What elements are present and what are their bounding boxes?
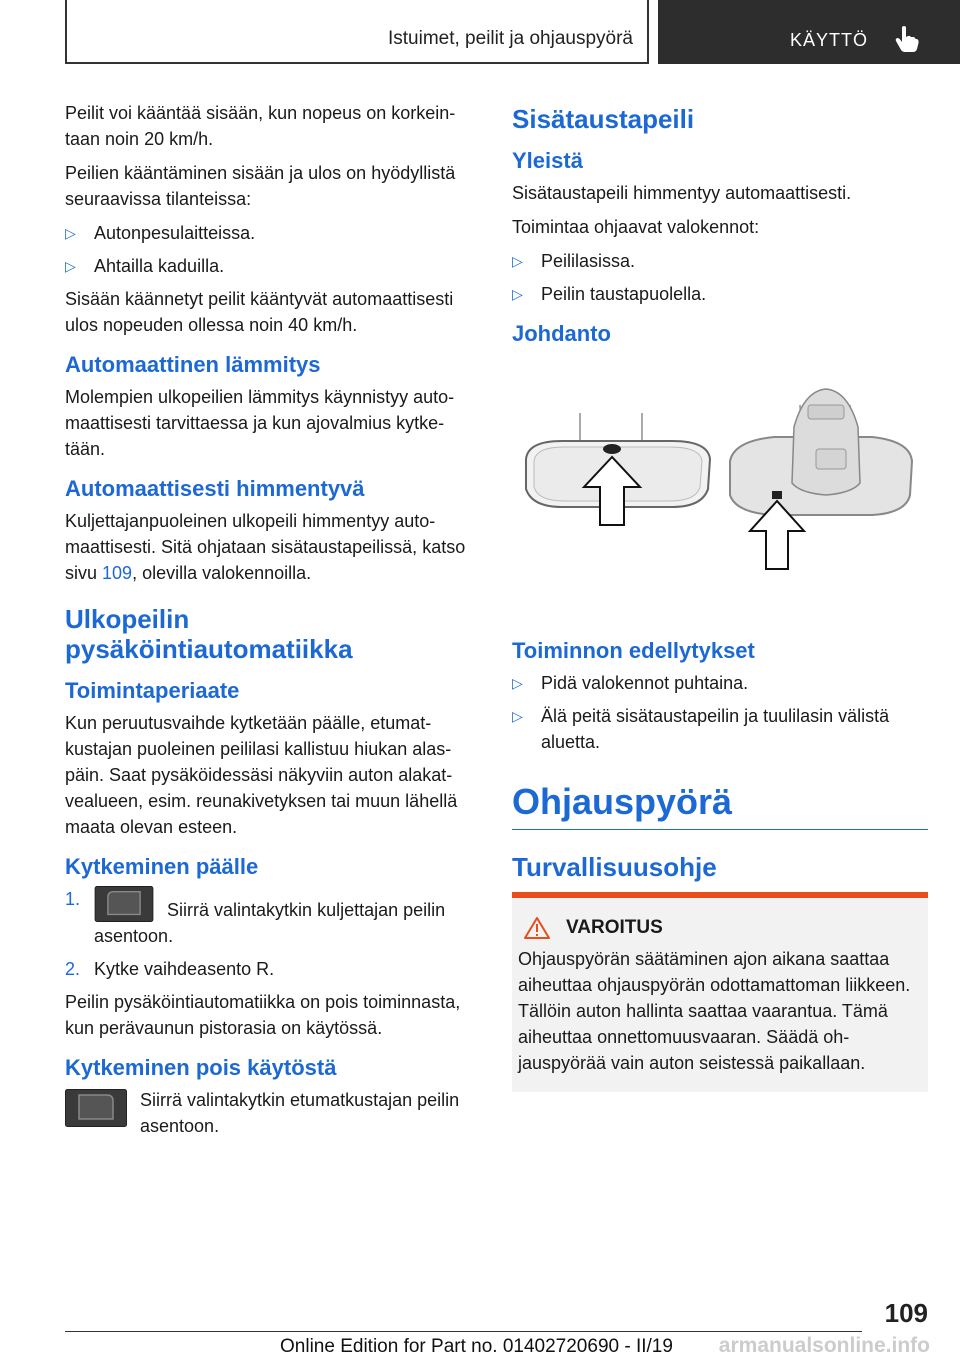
list-item: ▷ Peilin taustapuolella. [512, 281, 928, 307]
mirror-switch-right-icon [65, 1089, 127, 1127]
pointing-hand-icon [895, 25, 919, 53]
heading-on: Kytkeminen päälle [65, 854, 259, 879]
triangle-bullet-icon: ▷ [65, 258, 76, 274]
steps-list [65, 886, 477, 982]
triangle-bullet-icon: ▷ [65, 225, 76, 241]
paragraph: Molempien ulkopeilien lämmitys käynnistyy automaattisesti tarvittaessa ja kun ajovalmius kytketään. [65, 387, 455, 459]
list-item: 2. Kytke vaihdeasento R. [65, 959, 275, 979]
warning-header [518, 916, 922, 940]
heading-principle: Toimintaperiaate [65, 678, 240, 703]
heading-requirements: Toiminnon edellytykset [512, 638, 755, 663]
chapter-tab[interactable] [658, 0, 960, 64]
warning-text: Ohjauspyörän säätäminen ajon aikana saattaa aiheuttaa ohjauspyörän odottamattoman liikkeen. Tällöin auton hallinta saattaa vaarantua. Tämä aiheuttaa onnettomuusvaaran. Säädä ohjauspyörää vain auton seistessä paikallaan. [518, 949, 911, 1073]
heading-intro: Johdanto [512, 321, 611, 346]
heading-off: Kytkeminen pois käytöstä [65, 1055, 337, 1080]
list-item: ▷ Ahtailla kaduilla. [65, 253, 477, 279]
right-column [512, 100, 928, 1092]
paragraph: Kun peruutusvaihde kytketään päälle, etumatkustajan puoleinen peililasi kallistuu hiukan alaspäin. Saat pysäköidessäsi näkyviin auton alakatvealueen, esim. reunakivetyksen tai muun lähellä maata olevan esteen. [65, 713, 458, 837]
heading-mirror: Sisätaustapeili [512, 104, 695, 134]
heading-parking: Ulkopeilin pysäköintiautomatiikka [65, 604, 353, 664]
list-item: ▷ Älä peitä sisätaustapeilin ja tuulilasin välistä aluetta. [512, 703, 928, 755]
triangle-bullet-icon: ▷ [512, 708, 523, 724]
warning-title: VAROITUS [566, 917, 663, 938]
heading-heating: Automaattinen lämmitys [65, 352, 321, 377]
list-item: ▷ Autonpesulaitteissa. [65, 220, 477, 246]
paragraph: Kuljettajanpuoleinen ulkopeili himmentyy automaattisesti. Sitä ohjataan sisätaustapeilissä, katso sivu 109, olevilla valokennoilla. [65, 511, 466, 583]
list-item: ▷ Peililasissa. [512, 248, 928, 274]
section-title: Istuimet, peilit ja ohjauspyörä [387, 28, 633, 49]
page-number: 109 [884, 1298, 928, 1328]
paragraph: Sisään käännetyt peilit kääntyvät automaattisesti ulos nopeuden ollessa noin 40 km/h. [65, 289, 454, 335]
page-link[interactable]: 109 [102, 563, 133, 583]
paragraph: Toimintaa ohjaavat valokennot: [512, 217, 760, 237]
triangle-bullet-icon: ▷ [512, 286, 523, 302]
list-item: ▷ Pidä valokennot puhtaina. [512, 670, 928, 696]
watermark: armanualsonline.info [718, 1334, 930, 1357]
header-box [65, 0, 649, 64]
chapter-label: KÄYTTÖ [790, 30, 869, 50]
bullet-list [65, 220, 477, 279]
paragraph: Peilien kääntäminen sisään ja ulos on hyödyllistä seuraavissa tilanteissa: [65, 163, 456, 209]
footer-divider [65, 1331, 862, 1332]
heading-safety: Turvallisuusohje [512, 852, 717, 882]
list-item: 1. Siirrä valintakytkin kuljettajan peilin asentoon. [65, 886, 477, 949]
paragraph: Peilin pysäköintiautomatiikka on pois toiminnasta, kun perävaunun pistorasia on käytössä. [65, 992, 461, 1038]
paragraph: Siirrä valintakytkin etumatkustajan peilin asentoon. [140, 1090, 460, 1136]
paragraph: Sisätaustapeili himmentyy automaattisesti. [512, 183, 852, 203]
heading-steering-wheel: Ohjauspyörä [512, 781, 928, 830]
paragraph: Peilit voi kääntää sisään, kun nopeus on korkeintaan noin 20 km/h. [65, 103, 456, 149]
triangle-bullet-icon: ▷ [512, 253, 523, 269]
bullet-list [512, 670, 928, 755]
heading-dimming: Automaattisesti himmentyvä [65, 476, 365, 501]
edition-text: Online Edition for Part no. 01402720690 - II/19 [280, 1336, 673, 1357]
warning-triangle-icon [524, 916, 550, 940]
switch-instruction [65, 1087, 477, 1139]
triangle-bullet-icon: ▷ [512, 675, 523, 691]
mirror-switch-left-icon [94, 886, 154, 922]
heading-general: Yleistä [512, 148, 583, 173]
warning-box [512, 892, 928, 1092]
rearview-mirror-illustration [512, 365, 928, 605]
left-column [65, 100, 477, 1147]
bullet-list [512, 248, 928, 307]
